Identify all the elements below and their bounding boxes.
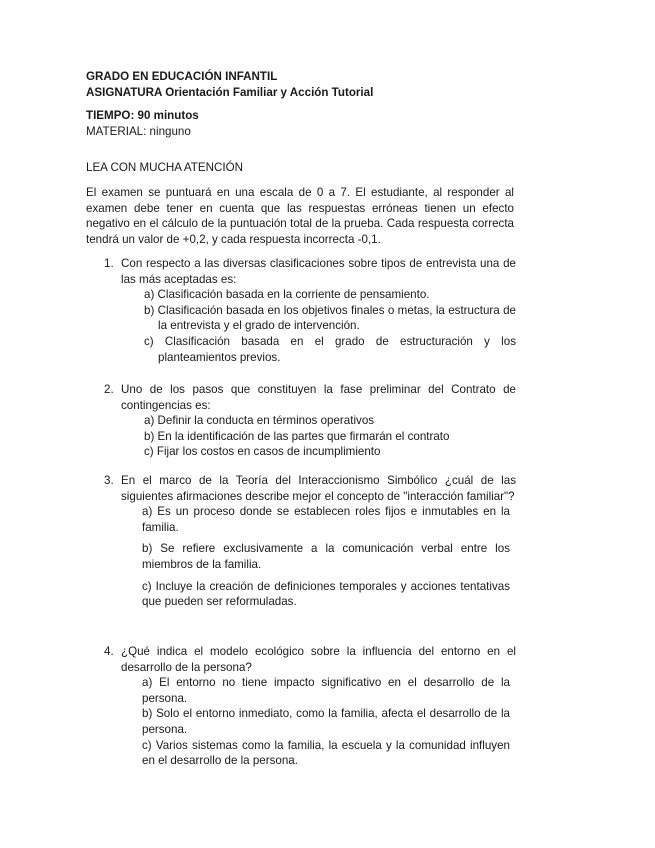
option-b: b) Solo el entorno inmediato, como la familia, afecta el desarrollo de la persona. [142,707,510,736]
time-label: TIEMPO: 90 minutos [86,109,199,122]
question-number: 4. [104,645,114,658]
exam-header [86,69,526,100]
option-a: a) Clasificación basada en la corriente de pensamiento. [144,288,430,302]
option-c: c) Clasificación basada en el grado de estructuración y los planteamientos previos. [144,334,516,364]
question-stem [104,644,516,675]
question-text: Con respecto a las diversas clasificaciones sobre tipos de entrevista una de las más aceptadas es: [121,257,516,286]
option-a: a) Es un proceso donde se establecen roles fijos e inmutables en la familia. [142,505,510,534]
option-b: b) Se refiere exclusivamente a la comunicación verbal entre los miembros de la familia. [142,542,510,571]
option-a: a) El entorno no tiene impacto significativo en el desarrollo de la persona. [142,676,510,705]
options-list [144,287,516,365]
question-stem [104,256,516,287]
question-4 [104,644,516,769]
option-b: b) En la identificación de las partes que firmarán el contrato [144,429,450,443]
option-c: c) Varios sistemas como la familia, la escuela y la comunidad influyen en el desarrollo de la persona. [142,738,510,768]
warning-heading: LEA CON MUCHA ATENCIÓN [86,161,243,174]
question-text: En el marco de la Teoría del Interaccionismo Simbólico ¿cuál de las siguientes afirmaciones describe mejor el concepto de "interacción familiar"? [121,474,516,503]
question-1 [104,256,516,365]
question-stem [104,473,516,504]
degree-title: GRADO EN EDUCACIÓN INFANTIL [86,70,278,83]
subject-name: Orientación Familiar y Acción Tutorial [165,85,374,99]
options-list [142,675,510,769]
subject-prefix: ASIGNATURA [86,85,162,99]
option-c: c) Fijar los costos en casos de incumplimiento [144,445,381,459]
material-label: MATERIAL: ninguno [86,124,191,138]
options-list [144,413,516,460]
option-b: b) Clasificación basada en los objetivos finales o metas, la estructura de la entrevista y el grado de intervención. [144,303,516,333]
question-stem [104,382,516,413]
question-text: ¿Qué indica el modelo ecológico sobre la influencia del entorno en el desarrollo de la persona? [121,645,516,674]
question-number: 2. [104,383,114,396]
subject-line [86,85,526,101]
question-2 [104,382,516,460]
options-list [142,504,510,610]
option-a: a) Definir la conducta en términos operativos [144,414,375,428]
question-number: 3. [104,474,114,487]
question-3 [104,473,516,616]
question-text: Uno de los pasos que constituyen la fase preliminar del Contrato de contingencias es: [121,383,516,412]
option-c: c) Incluye la creación de definiciones temporales y acciones tentativas que pueden ser reformuladas. [142,579,510,609]
instructions-paragraph: El examen se puntuará en una escala de 0 a 7. El estudiante, al responder al examen debe tener en cuenta que las respuestas erróneas tienen un efecto negativo en el cálculo de la puntuación total de la prueba. Cada respuesta correcta tendrá un valor de +0,2, y cada respuesta incorrecta -0,1. [86,186,514,246]
question-number: 1. [104,257,114,270]
exam-info [86,108,526,139]
